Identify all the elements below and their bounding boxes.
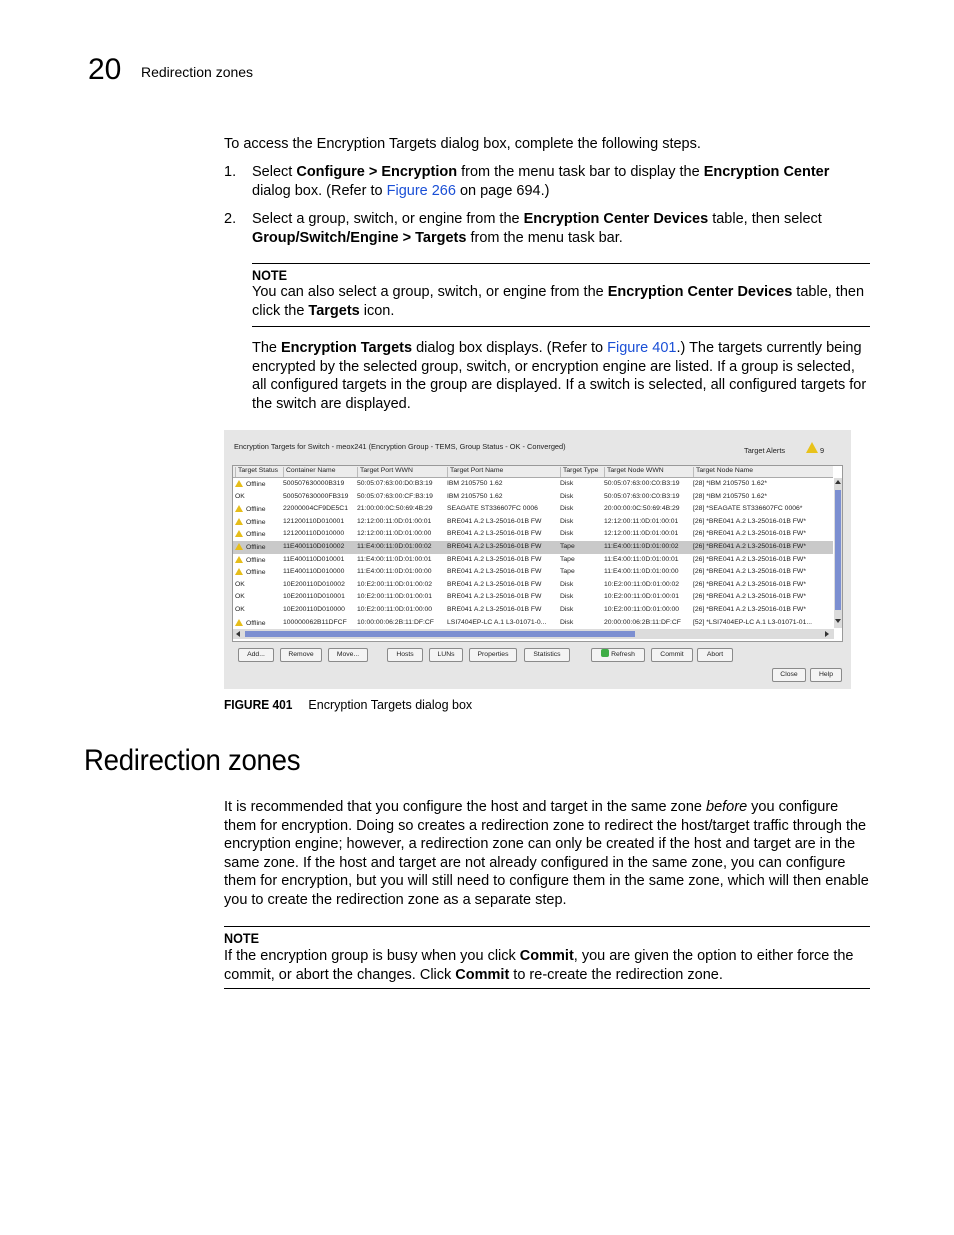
properties-button[interactable]: Properties	[469, 648, 517, 662]
cell-text: [52] *LSI7404EP-LC A.1 L3-01071-01...	[693, 618, 813, 626]
table-cell	[357, 619, 445, 626]
table-cell	[604, 505, 691, 512]
step-1-text	[252, 163, 872, 200]
table-row[interactable]	[233, 491, 833, 504]
statistics-button[interactable]: Statistics	[524, 648, 570, 662]
cell-text: 10:E2:00:11:0D:01:00:01	[357, 593, 433, 601]
cell-text: 11E400110D010000	[283, 568, 345, 576]
table-row[interactable]	[233, 478, 833, 491]
table-cell	[283, 530, 355, 537]
cell-text: 50:05:07:63:00:CF:B3:19	[357, 492, 433, 500]
column-header[interactable]: Target Status	[235, 467, 278, 477]
table-cell	[604, 556, 691, 563]
table-row[interactable]	[233, 617, 833, 630]
table-cell	[693, 593, 833, 600]
para-text: dialog box displays. (Refer to	[412, 340, 608, 356]
table-row[interactable]	[233, 516, 833, 529]
table-cell	[357, 518, 445, 525]
help-button[interactable]: Help	[810, 668, 842, 682]
table-cell	[357, 480, 445, 487]
running-header-title: Redirection zones	[141, 64, 254, 80]
step-text: table, then select	[708, 211, 822, 227]
cell-text: Offline	[246, 556, 266, 564]
table-cell	[235, 606, 281, 613]
cell-text: [28] *IBM 2105750 1.62*	[693, 492, 768, 500]
cell-text: [26] *BRE041 A.2 L3-25016-01B FW*	[693, 580, 806, 588]
table-cell	[357, 581, 445, 588]
cell-text: 10E200110D010002	[283, 580, 345, 588]
note-label: NOTE	[252, 267, 288, 283]
cell-text: 21:00:00:0C:50:69:4B:29	[357, 505, 433, 513]
step-number: 1.	[224, 164, 237, 180]
cell-text: Disk	[560, 580, 574, 588]
table-cell	[604, 543, 691, 550]
warning-icon	[235, 568, 243, 575]
cell-text: 10E200110D010000	[283, 606, 345, 613]
table-cell	[283, 593, 355, 600]
table-cell	[560, 543, 602, 550]
table-cell	[235, 543, 281, 551]
horizontal-scrollbar[interactable]	[233, 629, 834, 639]
cell-text: Offline	[246, 518, 266, 526]
section-paragraph	[224, 798, 870, 909]
cell-text: 22000004CF9DE5C1	[283, 505, 348, 513]
table-cell	[283, 581, 355, 588]
cell-text: BRE041 A.2 L3-25016-01B FW	[447, 517, 542, 525]
table-cell	[235, 593, 281, 600]
ui-term: Configure > Encryption	[296, 164, 458, 180]
table-cell	[693, 518, 833, 525]
table-cell	[604, 480, 691, 487]
cell-text: 20:00:00:06:2B:11:DF:CF	[604, 618, 681, 626]
table-cell	[357, 543, 445, 550]
cell-text: Disk	[560, 530, 574, 538]
table-cell	[693, 581, 833, 588]
table-cell	[357, 556, 445, 563]
ui-term: Commit	[519, 948, 574, 964]
table-cell	[604, 493, 691, 500]
figure-266-link[interactable]: Figure 266	[386, 182, 456, 199]
cell-text: 121200110D010001	[283, 517, 345, 525]
table-cell	[357, 593, 445, 600]
hosts-button[interactable]: Hosts	[387, 648, 423, 662]
ui-term: Encryption Center Devices	[523, 211, 709, 227]
table-row[interactable]	[233, 503, 833, 516]
table-cell	[283, 619, 355, 626]
table-cell	[447, 568, 557, 575]
table-cell	[283, 606, 355, 613]
table-cell	[693, 568, 833, 575]
cell-text: IBM 2105750 1.62	[447, 492, 503, 500]
refresh-label: Refresh	[611, 651, 635, 658]
table-cell	[560, 619, 602, 626]
table-cell	[235, 619, 281, 627]
warning-icon	[235, 480, 243, 487]
table-cell	[604, 593, 691, 600]
note-label: NOTE	[224, 930, 260, 946]
warning-icon	[235, 505, 243, 512]
add-button[interactable]: Add...	[238, 648, 274, 662]
note-bottom-rule	[224, 988, 870, 989]
refresh-icon	[601, 649, 609, 657]
figure-caption-text: Encryption Targets dialog box	[308, 698, 473, 712]
cell-text: Tape	[560, 543, 575, 550]
table-cell	[560, 593, 602, 600]
cell-text: 10:E2:00:11:0D:01:00:00	[604, 606, 680, 613]
figure-label: FIGURE 401	[224, 697, 293, 712]
table-cell	[447, 493, 557, 500]
table-cell	[235, 518, 281, 526]
cell-text: SEAGATE ST336607FC 0006	[447, 505, 538, 513]
cell-text: LSI7404EP-LC A.1 L3-01071-0...	[447, 618, 547, 626]
intro-paragraph: To access the Encryption Targets dialog box, complete the following steps.	[224, 136, 701, 152]
cell-text: 50:05:07:63:00:C0:B3:19	[604, 480, 680, 487]
chevron-up-icon[interactable]	[835, 480, 841, 484]
cell-text: 10:00:00:06:2B:11:DF:CF	[357, 618, 434, 626]
table-cell	[235, 493, 281, 500]
table-cell	[447, 606, 557, 613]
table-cell	[560, 518, 602, 525]
step-text: Select	[252, 164, 297, 180]
target-alerts-count: 9	[820, 446, 825, 455]
dialog-title: Encryption Targets for Switch - meox241 (Encryption Group - TEMS, Group Status - OK - Converged)	[234, 442, 566, 451]
cell-text: [28] *SEAGATE ST336607FC 0006*	[693, 505, 803, 513]
note-1-text	[252, 283, 870, 320]
column-header[interactable]: Container Name	[283, 467, 336, 477]
cell-text: Disk	[560, 505, 574, 513]
cell-text: Offline	[246, 569, 266, 577]
table-cell	[283, 518, 355, 525]
ui-term: Group/Switch/Engine > Targets	[252, 229, 467, 246]
cell-text: OK	[235, 606, 245, 613]
table-cell	[235, 581, 281, 588]
column-header[interactable]: Target Type	[560, 467, 598, 477]
table-cell	[604, 530, 691, 537]
table-cell	[604, 581, 691, 588]
cell-text: [26] *BRE041 A.2 L3-25016-01B FW*	[693, 555, 806, 563]
warning-icon	[806, 442, 818, 453]
cell-text: 11:E4:00:11:0D:01:00:02	[357, 543, 432, 550]
note-2-text	[224, 947, 870, 984]
table-cell	[560, 530, 602, 537]
table-cell	[235, 568, 281, 576]
cell-text: BRE041 A.2 L3-25016-01B FW	[447, 568, 542, 576]
table-cell	[357, 505, 445, 512]
table-cell	[283, 493, 355, 500]
table-cell	[604, 606, 691, 613]
warning-icon	[235, 556, 243, 563]
column-header[interactable]: Target Port Name	[447, 467, 503, 477]
targets-paragraph	[252, 339, 872, 413]
table-cell	[560, 505, 602, 512]
ui-term: Encryption Targets	[281, 340, 413, 356]
table-cell	[283, 505, 355, 512]
cell-text: 12:12:00:11:0D:01:00:01	[604, 530, 679, 538]
cell-text: OK	[235, 593, 245, 601]
cell-text: 10E200110D010001	[283, 593, 345, 601]
table-cell	[604, 518, 691, 525]
table-cell	[235, 480, 281, 488]
chevron-left-icon[interactable]	[236, 631, 240, 637]
table-cell	[693, 543, 833, 550]
table-cell	[693, 480, 833, 487]
step-text: from the menu task bar to display the	[457, 164, 704, 180]
cell-text: 10:E2:00:11:0D:01:00:02	[357, 580, 433, 588]
targets-table	[232, 465, 843, 642]
step-2-text	[252, 210, 872, 247]
cell-text: Tape	[560, 555, 575, 563]
table-cell	[447, 480, 557, 487]
note-bottom-rule	[252, 326, 870, 327]
table-cell	[357, 606, 445, 613]
warning-icon	[235, 619, 243, 626]
cell-text: Disk	[560, 480, 574, 487]
table-row[interactable]	[233, 566, 833, 579]
column-header[interactable]: Target Node Name	[693, 467, 753, 477]
table-cell	[560, 581, 602, 588]
cell-text: [26] *BRE041 A.2 L3-25016-01B FW*	[693, 593, 806, 601]
table-cell	[693, 493, 833, 500]
figure-401-link[interactable]: Figure 401	[607, 340, 677, 356]
cell-text: BRE041 A.2 L3-25016-01B FW	[447, 530, 542, 538]
cell-text: 11:E4:00:11:0D:01:00:01	[604, 555, 679, 563]
table-row[interactable]	[233, 554, 833, 567]
table-cell	[235, 505, 281, 513]
table-cell	[693, 606, 833, 613]
section-heading: Redirection zones	[84, 744, 301, 777]
step-text: Select a group, switch, or engine from the	[252, 211, 524, 227]
table-cell	[283, 556, 355, 563]
scroll-thumb[interactable]	[245, 631, 635, 637]
cell-text: 12:12:00:11:0D:01:00:01	[604, 517, 679, 525]
table-cell	[283, 480, 355, 487]
cell-text: 50:05:07:63:00:C0:B3:19	[604, 492, 680, 500]
note-text: to re-create the redirection zone.	[509, 966, 723, 983]
cell-text: BRE041 A.2 L3-25016-01B FW	[447, 606, 542, 613]
table-cell	[447, 530, 557, 537]
cell-text: Offline	[246, 481, 266, 488]
cell-text: 10:E2:00:11:0D:01:00:00	[357, 606, 433, 613]
table-row[interactable]	[233, 528, 833, 541]
cell-text: Disk	[560, 492, 574, 500]
cell-text: OK	[235, 580, 245, 588]
ui-term: Commit	[455, 966, 510, 983]
table-cell	[560, 480, 602, 487]
table-cell	[447, 518, 557, 525]
cell-text: [26] *BRE041 A.2 L3-25016-01B FW*	[693, 530, 806, 538]
cell-text: IBM 2105750 1.62	[447, 480, 503, 487]
table-cell	[447, 581, 557, 588]
chevron-right-icon[interactable]	[825, 631, 829, 637]
cell-text: Tape	[560, 568, 575, 576]
step-text: on page 694.)	[455, 182, 550, 199]
cell-text: [26] *BRE041 A.2 L3-25016-01B FW*	[693, 543, 806, 550]
note-text: , you are given the option to either force the commit, or abort the changes. Click	[224, 948, 854, 983]
cell-text: Offline	[246, 506, 266, 514]
table-cell	[447, 505, 557, 512]
cell-text: 10:E2:00:11:0D:01:00:01	[604, 593, 680, 601]
cell-text: Offline	[246, 531, 266, 539]
warning-icon	[235, 518, 243, 525]
note-text: icon.	[359, 302, 395, 319]
note-text: table, then click the	[252, 284, 865, 319]
cell-text: OK	[235, 492, 245, 500]
table-cell	[447, 543, 557, 550]
column-header[interactable]: Target Port WWN	[357, 467, 413, 477]
step-number: 2.	[224, 211, 237, 227]
emphasis: before	[706, 799, 748, 815]
scroll-thumb[interactable]	[835, 490, 841, 610]
table-cell	[357, 568, 445, 575]
table-cell	[604, 568, 691, 575]
cell-text: Disk	[560, 517, 574, 525]
note-top-rule	[224, 926, 870, 927]
cell-text: 11:E4:00:11:0D:01:00:00	[357, 568, 432, 576]
note-text: You can also select a group, switch, or engine from the	[252, 284, 608, 300]
chapter-number: 20	[88, 53, 122, 86]
cell-text: 11:E4:00:11:0D:01:00:00	[604, 568, 679, 576]
table-cell	[604, 619, 691, 626]
move-button[interactable]: Move...	[328, 648, 368, 662]
cell-text: 50:05:07:63:00:D0:B3:19	[357, 480, 433, 487]
cell-text: BRE041 A.2 L3-25016-01B FW	[447, 593, 542, 601]
para-text: .) The targets currently being encrypted by the selected group, switch, or encryption engine are listed. If a group is selected, all configured targets in the group are displayed. If a switch is selected, all configured targets for the switch are displayed.	[252, 340, 867, 412]
table-row[interactable]	[233, 541, 833, 554]
cell-text: 10:E2:00:11:0D:01:00:02	[604, 580, 680, 588]
table-cell	[447, 619, 557, 626]
warning-icon	[235, 543, 243, 550]
table-row[interactable]	[233, 604, 833, 617]
table-row[interactable]	[233, 579, 833, 592]
table-cell	[560, 606, 602, 613]
ui-term: Encryption Center Devices	[607, 284, 793, 300]
table-header	[233, 466, 833, 478]
table-cell	[693, 505, 833, 512]
para-text: It is recommended that you configure the host and target in the same zone	[224, 799, 707, 815]
chevron-down-icon[interactable]	[835, 619, 841, 623]
cell-text: 12:12:00:11:0D:01:00:00	[357, 530, 432, 538]
cell-text: 20:00:00:0C:50:69:4B:29	[604, 505, 680, 513]
table-cell	[560, 493, 602, 500]
commit-button[interactable]: Commit	[651, 648, 693, 662]
table-row[interactable]	[233, 591, 833, 604]
close-button[interactable]: Close	[772, 668, 806, 682]
para-text: The	[252, 340, 282, 356]
cell-text: BRE041 A.2 L3-25016-01B FW	[447, 543, 542, 550]
column-header[interactable]: Target Node WWN	[604, 467, 664, 477]
refresh-button[interactable]	[591, 648, 645, 662]
para-text: you configure them for encryption. Doing so creates a redirection zone to redirect the host/target traffic through the encryption engine; however, a redirection zone can only be created if the host and target are in the same zone. If the host and target are not already configured in the same zone, you can configure them for encryption, but you will still need to configure them in the same zone, which will then enable you to create the redirection zone as a separate step.	[224, 799, 869, 908]
cell-text: [26] *BRE041 A.2 L3-25016-01B FW*	[693, 606, 806, 613]
cell-text: [28] *IBM 2105750 1.62*	[693, 480, 768, 487]
cell-text: [26] *BRE041 A.2 L3-25016-01B FW*	[693, 568, 806, 576]
ui-term: Targets	[308, 302, 360, 319]
cell-text: 500507630000FB319	[283, 492, 349, 500]
warning-icon	[235, 530, 243, 537]
luns-button[interactable]: LUNs	[429, 648, 463, 662]
step-text: dialog box. (Refer to	[252, 182, 387, 199]
ui-term: Encryption Center	[703, 164, 830, 180]
table-cell	[693, 530, 833, 537]
target-alerts-label: Target Alerts	[744, 446, 786, 455]
table-cell	[235, 556, 281, 564]
table-cell	[283, 568, 355, 575]
cell-text: 121200110D010000	[283, 530, 345, 538]
table-cell	[357, 493, 445, 500]
figure-caption	[224, 697, 472, 712]
cell-text: Disk	[560, 606, 574, 613]
abort-button[interactable]: Abort	[697, 648, 733, 662]
note-top-rule	[252, 263, 870, 264]
table-cell	[693, 619, 833, 626]
table-cell	[447, 593, 557, 600]
cell-text: 500507630000B319	[283, 480, 345, 487]
note-text: If the encryption group is busy when you click	[224, 948, 520, 964]
table-cell	[560, 556, 602, 563]
remove-button[interactable]: Remove	[280, 648, 322, 662]
encryption-targets-dialog	[224, 430, 851, 689]
cell-text: 11E400110D010002	[283, 543, 345, 550]
table-cell	[560, 568, 602, 575]
cell-text: 11:E4:00:11:0D:01:00:02	[604, 543, 679, 550]
cell-text: BRE041 A.2 L3-25016-01B FW	[447, 555, 542, 563]
cell-text: BRE041 A.2 L3-25016-01B FW	[447, 580, 542, 588]
table-cell	[357, 530, 445, 537]
cell-text: 100000062B11DFCF	[283, 618, 347, 626]
cell-text: [26] *BRE041 A.2 L3-25016-01B FW*	[693, 517, 806, 525]
table-cell	[235, 530, 281, 538]
table-cell	[693, 556, 833, 563]
cell-text: Offline	[246, 619, 266, 627]
table-cell	[447, 556, 557, 563]
cell-text: 11:E4:00:11:0D:01:00:01	[357, 555, 432, 563]
step-text: from the menu task bar.	[466, 229, 623, 246]
cell-text: 12:12:00:11:0D:01:00:01	[357, 517, 432, 525]
cell-text: Disk	[560, 618, 574, 626]
table-cell	[283, 543, 355, 550]
cell-text: Offline	[246, 544, 266, 551]
cell-text: 11E400110D010001	[283, 555, 345, 563]
vertical-scrollbar[interactable]	[834, 478, 842, 628]
cell-text: Disk	[560, 593, 574, 601]
